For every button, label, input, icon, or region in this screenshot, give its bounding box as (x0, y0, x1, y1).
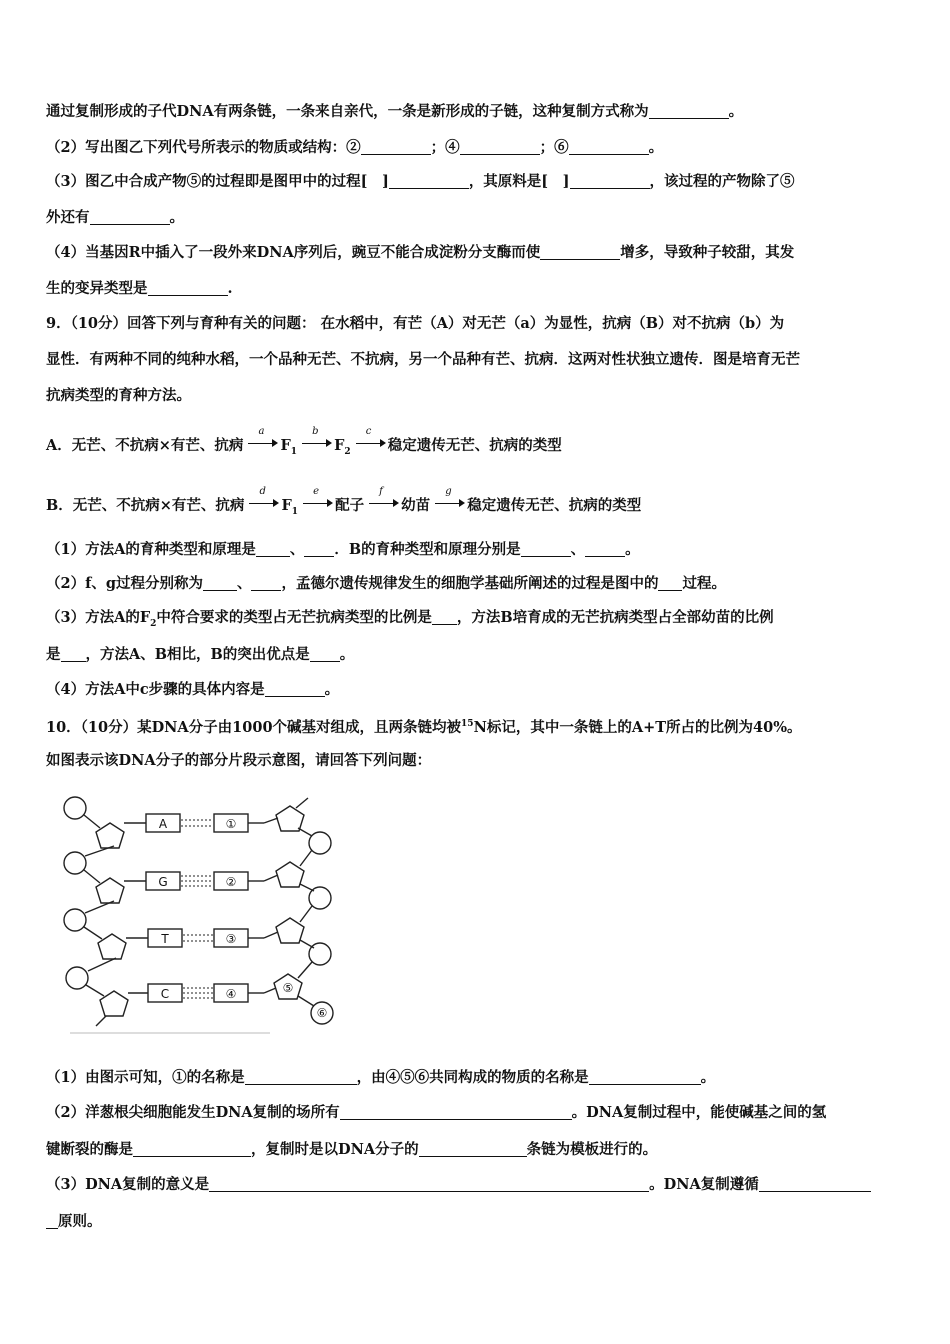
q9-text: 。 (339, 646, 355, 663)
q9-text: （4）方法A中c步骤的具体内容是 (46, 681, 265, 698)
q8-text: ；④ (430, 139, 460, 156)
q9-stem-3: 抗病类型的育种方法。 (46, 387, 191, 404)
deoxyribose-pentagon (276, 806, 304, 831)
partner-label: ② (225, 875, 237, 889)
answer-blank[interactable] (570, 173, 650, 189)
answer-blank[interactable] (460, 139, 540, 155)
phosphate-circle (64, 909, 86, 931)
f1-sub: 1 (290, 446, 298, 457)
q9-text: ．B的育种类型和原理分别是 (334, 541, 521, 558)
arrow-icon (369, 486, 401, 512)
f2-label: F (334, 437, 345, 454)
answer-blank[interactable] (256, 541, 290, 557)
q8-text: 生的变异类型是 (46, 280, 148, 297)
answer-blank[interactable] (265, 681, 325, 697)
q9-text: 是 (46, 646, 61, 663)
q9-part-1 (46, 540, 910, 560)
phosphate-circle (66, 967, 88, 989)
q10-stem-2: 如图表示该DNA分子的部分片段示意图，请回答下列问题： (46, 752, 432, 769)
arrow-label: g (445, 486, 452, 497)
phosphate-circle (309, 887, 331, 909)
arrow-icon (302, 426, 334, 452)
q8-text: 。 (169, 209, 184, 226)
q10-part-3b (46, 1212, 910, 1232)
isotope-sup: 15 (461, 719, 474, 729)
q8-text: 。 (728, 103, 744, 120)
q9-part-4 (46, 680, 910, 700)
answer-blank[interactable] (389, 173, 469, 189)
q8-text: ，其原料是[ ] (468, 173, 570, 190)
q8-text: ；⑥ (539, 139, 569, 156)
q10-text: ，由④⑤⑥共同构成的物质的名称是 (356, 1069, 589, 1086)
q8-line-3 (46, 172, 910, 192)
method-b-prefix: B．无芒、不抗病×有芒、抗病 (46, 497, 245, 514)
q9-text: 。 (625, 541, 640, 558)
q9-text: 中符合要求的类型占无芒抗病类型的比例是 (156, 609, 432, 626)
q10-part-2 (46, 1103, 910, 1123)
deoxyribose-pentagon (96, 823, 124, 848)
q8-text: （3）图乙中合成产物⑤的过程即是图甲中的过程[ ] (46, 173, 389, 190)
q8-text: 外还有 (46, 209, 90, 226)
q9-text: 、 (289, 541, 305, 558)
q8-text: 增多，导致种子较甜，其发 (620, 244, 795, 261)
phosphate-circle (309, 943, 331, 965)
f2-sub: 2 (344, 446, 351, 457)
q9-text: 、 (236, 575, 252, 592)
phosphate-circle (64, 852, 86, 874)
answer-blank[interactable] (148, 280, 228, 296)
q10-part-1 (46, 1068, 910, 1088)
q9-text: 。 (324, 681, 340, 698)
answer-blank[interactable] (90, 209, 170, 225)
q9-part-3 (46, 608, 910, 634)
arrow-label: d (259, 486, 266, 497)
arrow-label: c (365, 426, 372, 437)
q10-text: ，复制时是以DNA分子的 (251, 1141, 419, 1158)
q10-text: （1）由图示可知，①的名称是 (46, 1069, 245, 1086)
answer-blank[interactable] (521, 541, 571, 557)
deoxyribose-pentagon (96, 878, 124, 903)
deoxyribose-pentagon (98, 934, 126, 959)
q8-line-1 (46, 102, 910, 122)
answer-blank[interactable] (759, 1176, 871, 1192)
q10-text: （3）DNA复制的意义是 (46, 1176, 210, 1193)
method-a-prefix: A．无芒、不抗病×有芒、抗病 (46, 437, 244, 454)
q10-text: 10．（10分）某DNA分子由1000个碱基对组成，且两条链均被 (46, 718, 462, 736)
q8-text: . (227, 280, 233, 297)
arrow-icon (356, 426, 388, 452)
q8-text: 通过复制形成的子代DNA有两条链，一条来自亲代，一条是新形成的子链，这种复制方式称为 (46, 103, 649, 120)
q8-text: 。 (648, 139, 664, 156)
q10-part-3 (46, 1175, 910, 1195)
gamete-label: 配子 (335, 497, 365, 514)
answer-blank[interactable] (46, 1213, 58, 1229)
arrow-label: e (313, 486, 320, 497)
method-b-end: 稳定遗传无芒、抗病的类型 (467, 497, 642, 514)
arrow-label: b (312, 426, 319, 437)
answer-blank[interactable] (209, 1176, 649, 1192)
partner-label: ④ (225, 987, 237, 1001)
partner-label: ③ (225, 932, 237, 946)
answer-blank[interactable] (310, 646, 340, 662)
q10-text: 键断裂的酶是 (46, 1141, 133, 1158)
q9-text: 过程。 (682, 575, 726, 592)
answer-blank[interactable] (419, 1141, 527, 1157)
answer-blank[interactable] (304, 541, 334, 557)
answer-blank[interactable] (340, 1104, 572, 1120)
answer-blank[interactable] (361, 139, 431, 155)
q10-stem-1 (46, 714, 910, 738)
answer-blank[interactable] (251, 575, 281, 591)
f1-label: F (281, 497, 292, 514)
q10-text: N标记，其中一条链上的A+T所占的比例为40%。 (473, 718, 802, 736)
answer-blank[interactable] (540, 244, 620, 260)
label-6: ⑥ (316, 1006, 328, 1020)
q9-method-a (46, 426, 910, 462)
q8-line-5 (46, 243, 910, 263)
q10-text: 。 (700, 1069, 716, 1086)
q9-part-2 (46, 574, 910, 594)
f1-label: F (280, 437, 291, 454)
arrow-label: a (258, 426, 265, 437)
f1-sub: 1 (291, 506, 299, 517)
arrow-icon (248, 426, 280, 452)
seedling-label: 幼苗 (401, 497, 431, 514)
answer-blank[interactable] (133, 1141, 251, 1157)
answer-blank[interactable] (203, 575, 237, 591)
arrow-icon (249, 486, 281, 512)
f2-sub: 2 (150, 618, 157, 629)
q8-text: （4）当基因R中插入了一段外来DNA序列后，豌豆不能合成淀粉分支酶而使 (46, 244, 541, 261)
arrow-icon (435, 486, 467, 512)
q9-method-b (46, 486, 910, 522)
q10-text: 。DNA复制遵循 (649, 1176, 759, 1193)
q8-line-2 (46, 138, 910, 158)
q8-text: （2）写出图乙下列代号所表示的物质或结构：② (46, 139, 361, 156)
q9-part-3b (46, 645, 910, 665)
label-5: ⑤ (282, 981, 294, 995)
dna-fragment-diagram (50, 788, 350, 1040)
q8-text: ，该过程的产物除了⑤ (649, 173, 795, 190)
q9-text: （1）方法A的育种类型和原理是 (46, 541, 256, 558)
q10-part-2b (46, 1140, 910, 1160)
answer-blank[interactable] (61, 646, 86, 662)
q10-text: 条链为模板进行的。 (526, 1141, 658, 1158)
base-label: T (161, 932, 169, 946)
answer-blank[interactable] (585, 541, 625, 557)
base-label: A (158, 817, 168, 831)
q9-text: （3）方法A的F (46, 609, 151, 626)
q9-stem-2: 显性．有两种不同的纯种水稻，一个品种无芒、不抗病，另一个品种有芒、抗病．这两对性状独立遗传．图是培育无芒 (46, 351, 800, 368)
deoxyribose-pentagon (100, 991, 128, 1016)
answer-blank[interactable] (658, 575, 682, 591)
arrow-label: f (379, 486, 383, 497)
answer-blank[interactable] (569, 139, 649, 155)
answer-blank[interactable] (649, 103, 729, 119)
method-a-end: 稳定遗传无芒、抗病的类型 (387, 437, 562, 454)
q9-text: ，方法B培育成的无芒抗病类型占全部幼苗的比例 (456, 609, 774, 626)
q10-text: 。DNA复制过程中，能使碱基之间的氢 (571, 1104, 827, 1121)
q8-line-4 (46, 208, 910, 228)
q10-text: （2）洋葱根尖细胞能发生DNA复制的场所有 (46, 1104, 340, 1121)
q10-text: 原则。 (58, 1213, 102, 1230)
arrow-icon (303, 486, 335, 512)
answer-blank[interactable] (245, 1069, 357, 1085)
q9-text: 、 (570, 541, 586, 558)
q9-text: ，孟德尔遗传规律发生的细胞学基础所阐述的过程是图中的 (281, 575, 659, 592)
q9-text: ，方法A、B相比，B的突出优点是 (85, 646, 310, 663)
q8-line-6 (46, 279, 910, 299)
base-label: G (158, 875, 168, 889)
answer-blank[interactable] (432, 609, 457, 625)
answer-blank[interactable] (589, 1069, 701, 1085)
q9-stem-1: 9．（10分）回答下列与育种有关的问题： 在水稻中，有芒（A）对无芒（a）为显性，抗病（B）对不抗病（b）为 (46, 315, 785, 332)
q9-text: （2）f、g过程分别称为 (46, 575, 203, 592)
partner-label: ① (225, 817, 237, 831)
phosphate-circle (64, 797, 86, 819)
base-label: C (160, 987, 170, 1001)
